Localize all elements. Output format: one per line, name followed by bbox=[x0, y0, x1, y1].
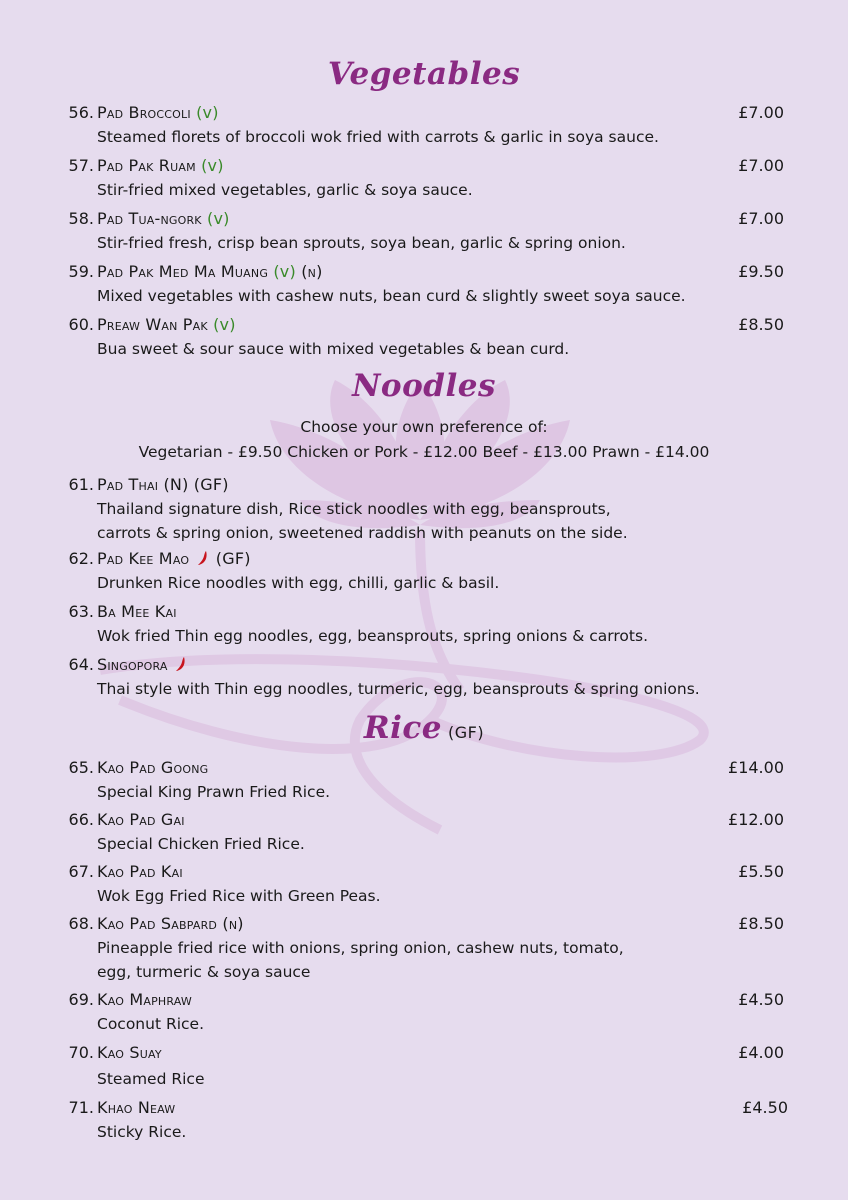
item-number: 67. bbox=[68, 862, 94, 881]
item-number: 68. bbox=[68, 914, 94, 933]
item-number: 64. bbox=[68, 655, 94, 674]
vegetarian-tag: (v) bbox=[201, 156, 224, 175]
item-description-line2: carrots & spring onion, sweetened raddish with peanuts on the side. bbox=[97, 524, 628, 542]
item-number: 62. bbox=[68, 549, 94, 568]
item-price: £8.50 bbox=[738, 315, 784, 334]
item-price: £4.50 bbox=[742, 1098, 788, 1117]
item-description: Stir-fried mixed vegetables, garlic & soya sauce. bbox=[97, 181, 473, 199]
chili-icon bbox=[175, 656, 187, 672]
item-number: 61. bbox=[68, 475, 94, 494]
item-description: Drunken Rice noodles with egg, chilli, garlic & basil. bbox=[97, 574, 500, 592]
dietary-tag: (N) (GF) bbox=[163, 475, 229, 494]
item-description: Thailand signature dish, Rice stick noodles with egg, beansprouts, bbox=[97, 500, 611, 518]
item-price: £9.50 bbox=[738, 262, 784, 281]
item-number: 66. bbox=[68, 810, 94, 829]
item-number: 65. bbox=[68, 758, 94, 777]
item-name: Pad Broccoli (v) bbox=[97, 103, 219, 122]
item-name: Kao Suay bbox=[97, 1043, 162, 1062]
rice-gf-note: (GF) bbox=[448, 723, 485, 742]
item-name: Pad Pak Med Ma Muang (v) (n) bbox=[97, 262, 323, 281]
item-price: £5.50 bbox=[738, 862, 784, 881]
dietary-tag: (GF) bbox=[215, 549, 251, 568]
item-name: Ba Mee Kai bbox=[97, 602, 177, 621]
item-description: Steamed Rice bbox=[97, 1070, 205, 1088]
item-description: Pineapple fried rice with onions, spring onion, cashew nuts, tomato, bbox=[97, 939, 624, 957]
item-number: 60. bbox=[68, 315, 94, 334]
item-description: Wok Egg Fried Rice with Green Peas. bbox=[97, 887, 381, 905]
section-title-rice: Rice (GF) bbox=[363, 710, 485, 746]
item-description: Steamed florets of broccoli wok fried with carrots & garlic in soya sauce. bbox=[97, 128, 659, 146]
nuts-tag: (n) bbox=[222, 914, 244, 933]
item-name: Pad Pak Ruam (v) bbox=[97, 156, 224, 175]
item-description: Mixed vegetables with cashew nuts, bean curd & slightly sweet soya sauce. bbox=[97, 287, 686, 305]
item-number: 63. bbox=[68, 602, 94, 621]
item-number: 69. bbox=[68, 990, 94, 1009]
item-name: Pad Kee Mao (GF) bbox=[97, 549, 251, 568]
section-title-vegetables: Vegetables bbox=[327, 56, 521, 92]
item-name: Khao Neaw bbox=[97, 1098, 176, 1117]
item-name: Kao Pad Gai bbox=[97, 810, 185, 829]
item-name: Pad Thai (N) (GF) bbox=[97, 475, 229, 494]
item-price: £14.00 bbox=[728, 758, 784, 777]
item-description: Stir-fried fresh, crisp bean sprouts, soya bean, garlic & spring onion. bbox=[97, 234, 626, 252]
item-name: Kao Maphraw bbox=[97, 990, 192, 1009]
item-price: £4.00 bbox=[738, 1043, 784, 1062]
noodles-intro: Choose your own preference of: bbox=[300, 418, 548, 436]
item-number: 58. bbox=[68, 209, 94, 228]
vegetarian-tag: (v) bbox=[213, 315, 236, 334]
noodles-protein-options: Vegetarian - £9.50 Chicken or Pork - £12.00 Beef - £13.00 Prawn - £14.00 bbox=[138, 443, 710, 461]
item-price: £4.50 bbox=[738, 990, 784, 1009]
item-number: 71. bbox=[68, 1098, 94, 1117]
nuts-tag: (n) bbox=[301, 262, 323, 281]
vegetarian-tag: (v) bbox=[196, 103, 219, 122]
item-number: 56. bbox=[68, 103, 94, 122]
item-name: Kao Pad Goong bbox=[97, 758, 209, 777]
item-price: £7.00 bbox=[738, 156, 784, 175]
item-description: Wok fried Thin egg noodles, egg, beansprouts, spring onions & carrots. bbox=[97, 627, 648, 645]
item-number: 70. bbox=[68, 1043, 94, 1062]
item-description: Coconut Rice. bbox=[97, 1015, 205, 1033]
item-name: Kao Pad Kai bbox=[97, 862, 183, 881]
section-title-noodles: Noodles bbox=[352, 368, 496, 404]
vegetarian-tag: (v) bbox=[207, 209, 230, 228]
item-name: Kao Pad Sabpard (n) bbox=[97, 914, 244, 933]
chili-icon bbox=[197, 550, 209, 566]
item-name: Singopora bbox=[97, 653, 189, 677]
item-number: 57. bbox=[68, 156, 94, 175]
item-description: Sticky Rice. bbox=[97, 1123, 187, 1141]
vegetarian-tag: (v) bbox=[273, 262, 296, 281]
item-description: Special King Prawn Fried Rice. bbox=[97, 783, 331, 801]
item-description: Bua sweet & sour sauce with mixed vegetables & bean curd. bbox=[97, 340, 570, 358]
item-description: Special Chicken Fried Rice. bbox=[97, 835, 305, 853]
item-description-line2: egg, turmeric & soya sauce bbox=[97, 963, 311, 981]
item-number: 59. bbox=[68, 262, 94, 281]
item-description: Thai style with Thin egg noodles, turmeric, egg, beansprouts & spring onions. bbox=[97, 680, 700, 698]
item-price: £8.50 bbox=[738, 914, 784, 933]
item-price: £7.00 bbox=[738, 209, 784, 228]
item-price: £12.00 bbox=[728, 810, 784, 829]
item-price: £7.00 bbox=[738, 103, 784, 122]
item-name: Preaw Wan Pak (v) bbox=[97, 315, 236, 334]
item-name: Pad Tua-ngork (v) bbox=[97, 209, 230, 228]
